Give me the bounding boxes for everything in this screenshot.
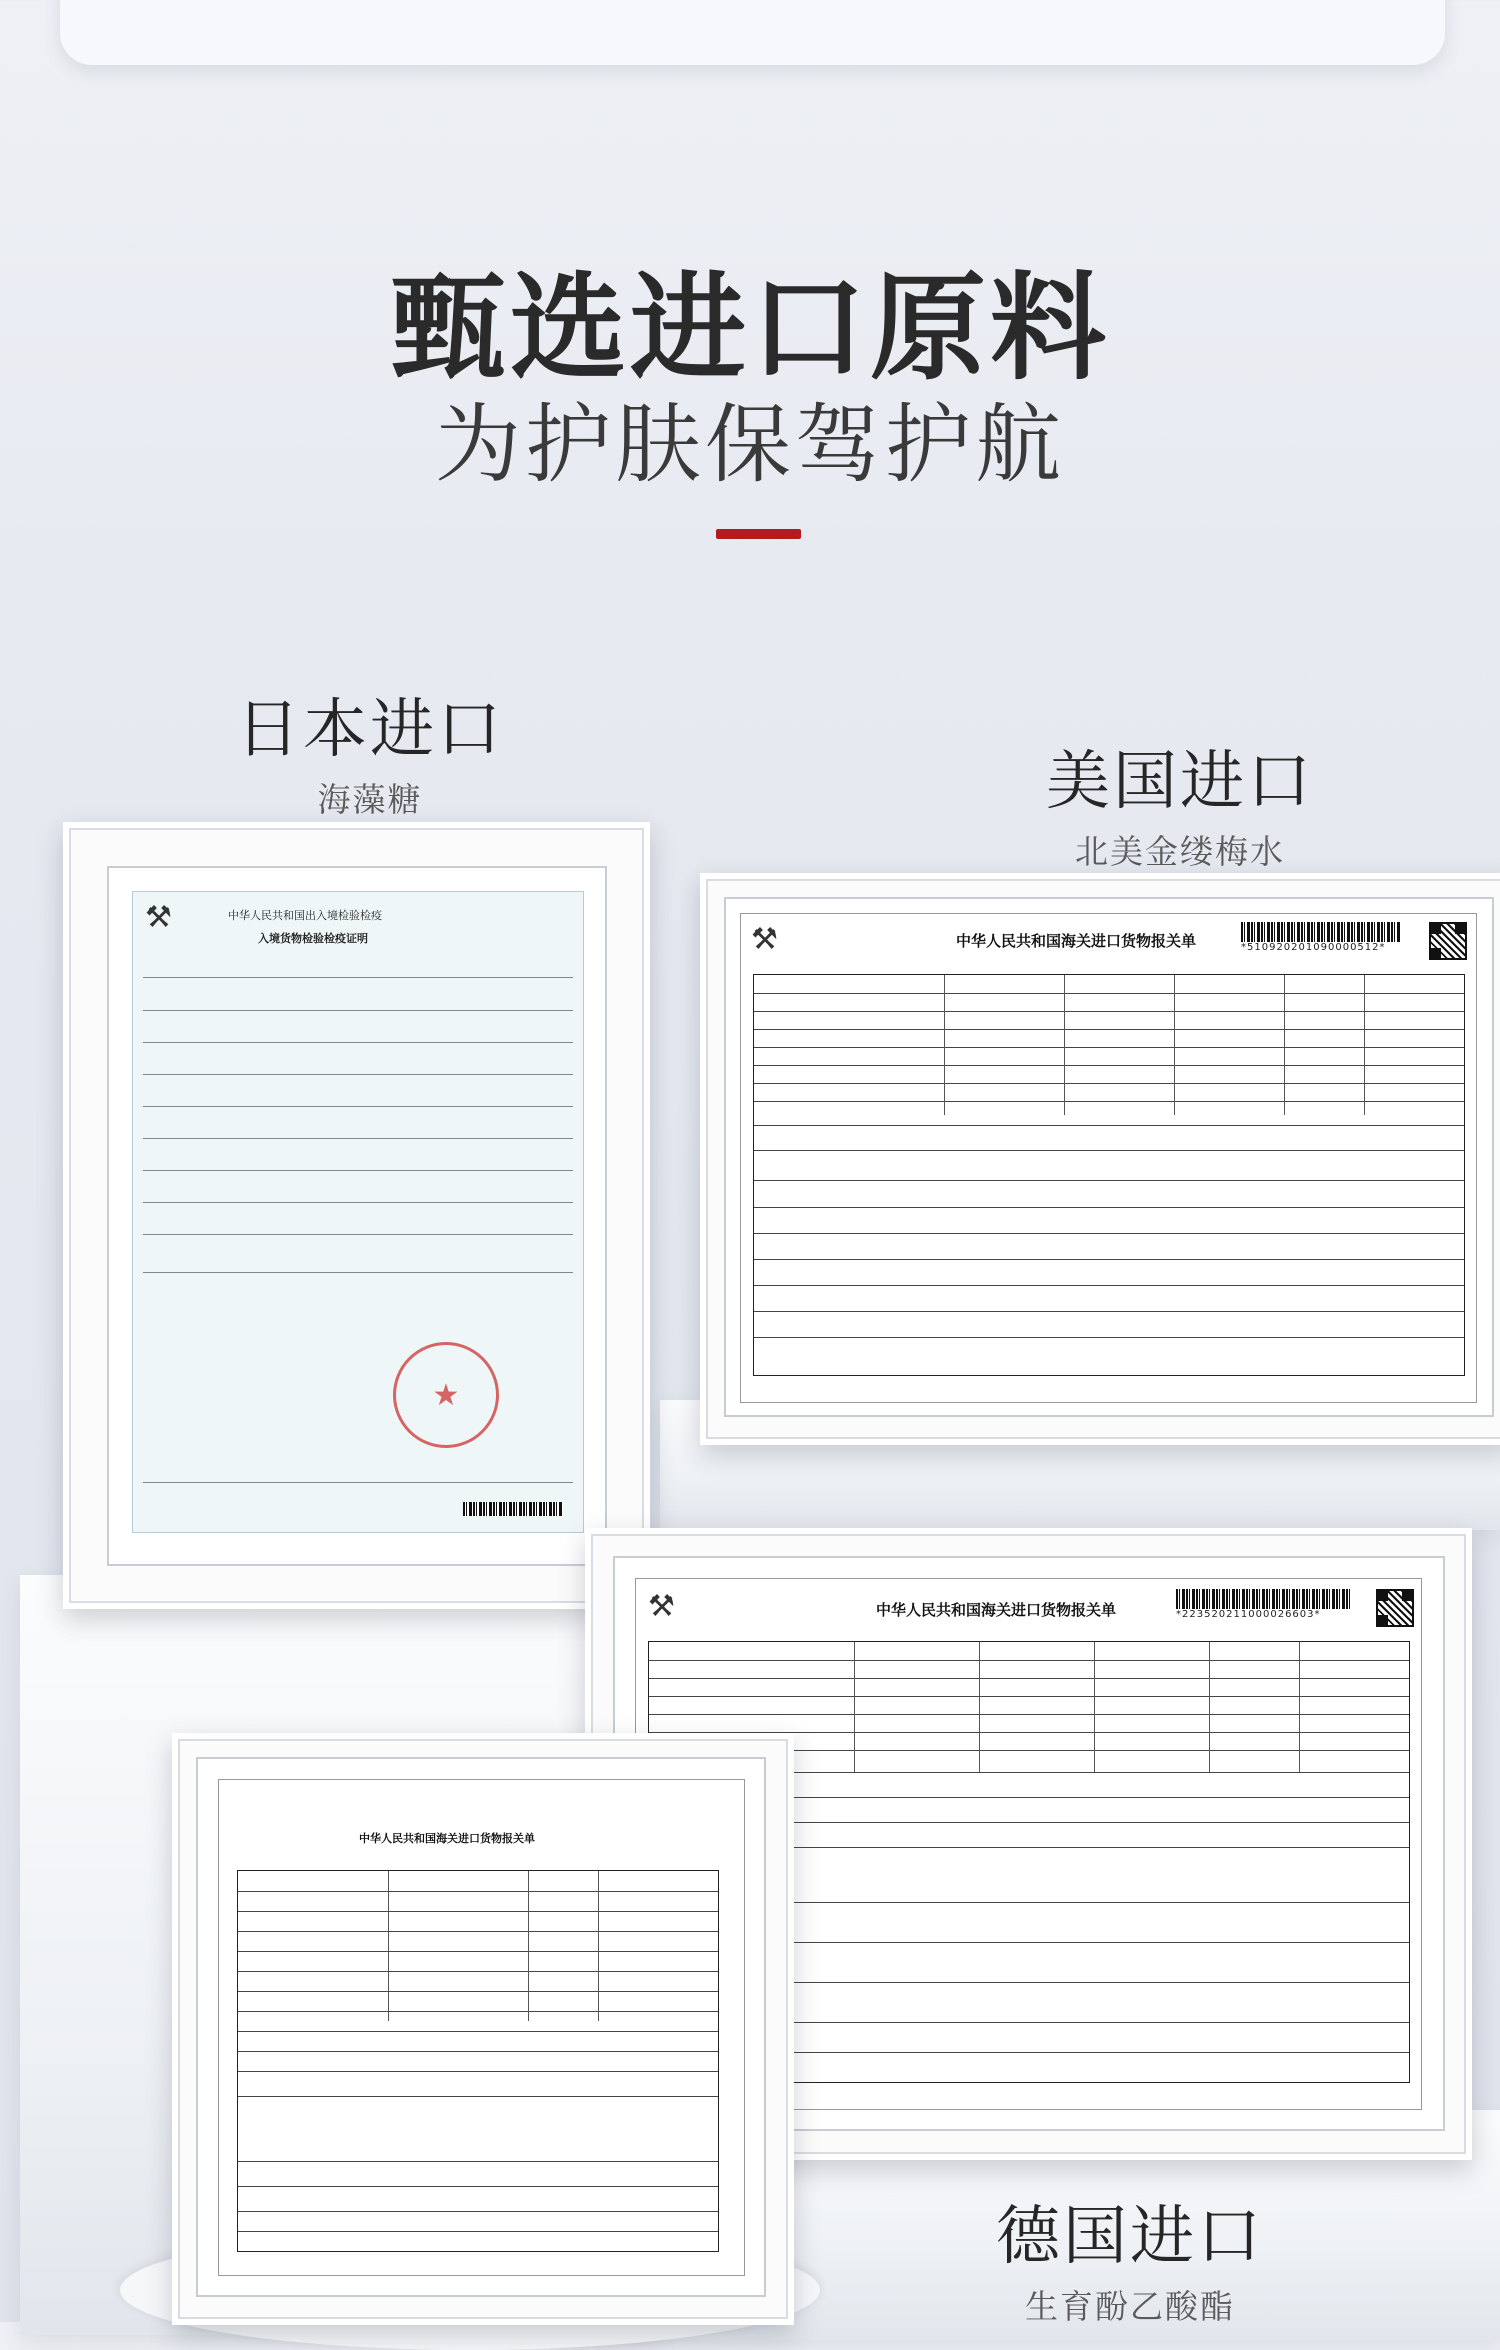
label-japan-ingredient: 海藻糖	[317, 780, 423, 819]
declaration-table	[753, 974, 1465, 1376]
qr-code-icon	[1376, 1589, 1414, 1627]
barcode-icon	[463, 1502, 563, 1516]
accent-divider	[716, 529, 801, 539]
mat-germany-front	[196, 1757, 766, 2297]
usa-barcode-number: *510920201090000512*	[1241, 942, 1386, 953]
emblem-icon: ⚒	[648, 1589, 675, 1624]
rule	[143, 1010, 573, 1011]
usa-cert-title: 中华人民共和国海关进口货物报关单	[956, 932, 1197, 950]
emblem-icon: ⚒	[145, 900, 172, 935]
japan-cert-title: 入境货物检验检疫证明	[258, 932, 368, 945]
rule	[143, 1272, 573, 1273]
rule	[143, 1074, 573, 1075]
label-usa	[1020, 730, 1340, 873]
rule	[143, 1170, 573, 1171]
label-usa-title: 美国进口	[1046, 745, 1314, 819]
rule	[143, 1482, 573, 1483]
rule	[143, 1106, 573, 1107]
page-subtitle: 为护肤保驾护航	[435, 395, 1065, 495]
germany-top-barcode-number: *223520211000026603*	[1176, 1609, 1321, 1620]
barcode-icon	[1176, 1589, 1351, 1609]
certificate-germany-front	[218, 1779, 745, 2276]
label-germany-title: 德国进口	[996, 2200, 1264, 2274]
certificate-japan	[132, 891, 584, 1533]
barcode-icon	[1241, 922, 1401, 942]
label-germany	[980, 2185, 1280, 2328]
page-title: 甄选进口原料	[390, 261, 1110, 396]
rule	[143, 1202, 573, 1203]
label-germany-ingredient: 生育酚乙酸酯	[1025, 2287, 1235, 2326]
mat-japan	[107, 866, 607, 1566]
frame-germany-front	[172, 1733, 794, 2325]
frame-usa	[700, 873, 1500, 1445]
rule	[143, 1138, 573, 1139]
germany-front-cert-title: 中华人民共和国海关进口货物报关单	[359, 1832, 535, 1845]
top-card	[60, 0, 1445, 65]
certificate-usa	[740, 913, 1477, 1403]
emblem-icon: ⚒	[751, 922, 778, 957]
official-seal-icon: ★	[393, 1342, 499, 1448]
germany-top-cert-title: 中华人民共和国海关进口货物报关单	[876, 1601, 1117, 1619]
label-usa-ingredient: 北美金缕梅水	[1075, 832, 1285, 871]
mat-usa	[724, 897, 1494, 1417]
label-japan	[215, 678, 525, 821]
qr-code-icon	[1429, 922, 1467, 960]
rule	[143, 977, 573, 978]
rule	[143, 1234, 573, 1235]
label-japan-title: 日本进口	[236, 693, 504, 767]
rule	[143, 1042, 573, 1043]
frame-japan	[63, 822, 650, 1609]
declaration-table	[237, 1870, 719, 2252]
japan-cert-org: 中华人民共和国出入境检验检疫	[228, 909, 382, 922]
